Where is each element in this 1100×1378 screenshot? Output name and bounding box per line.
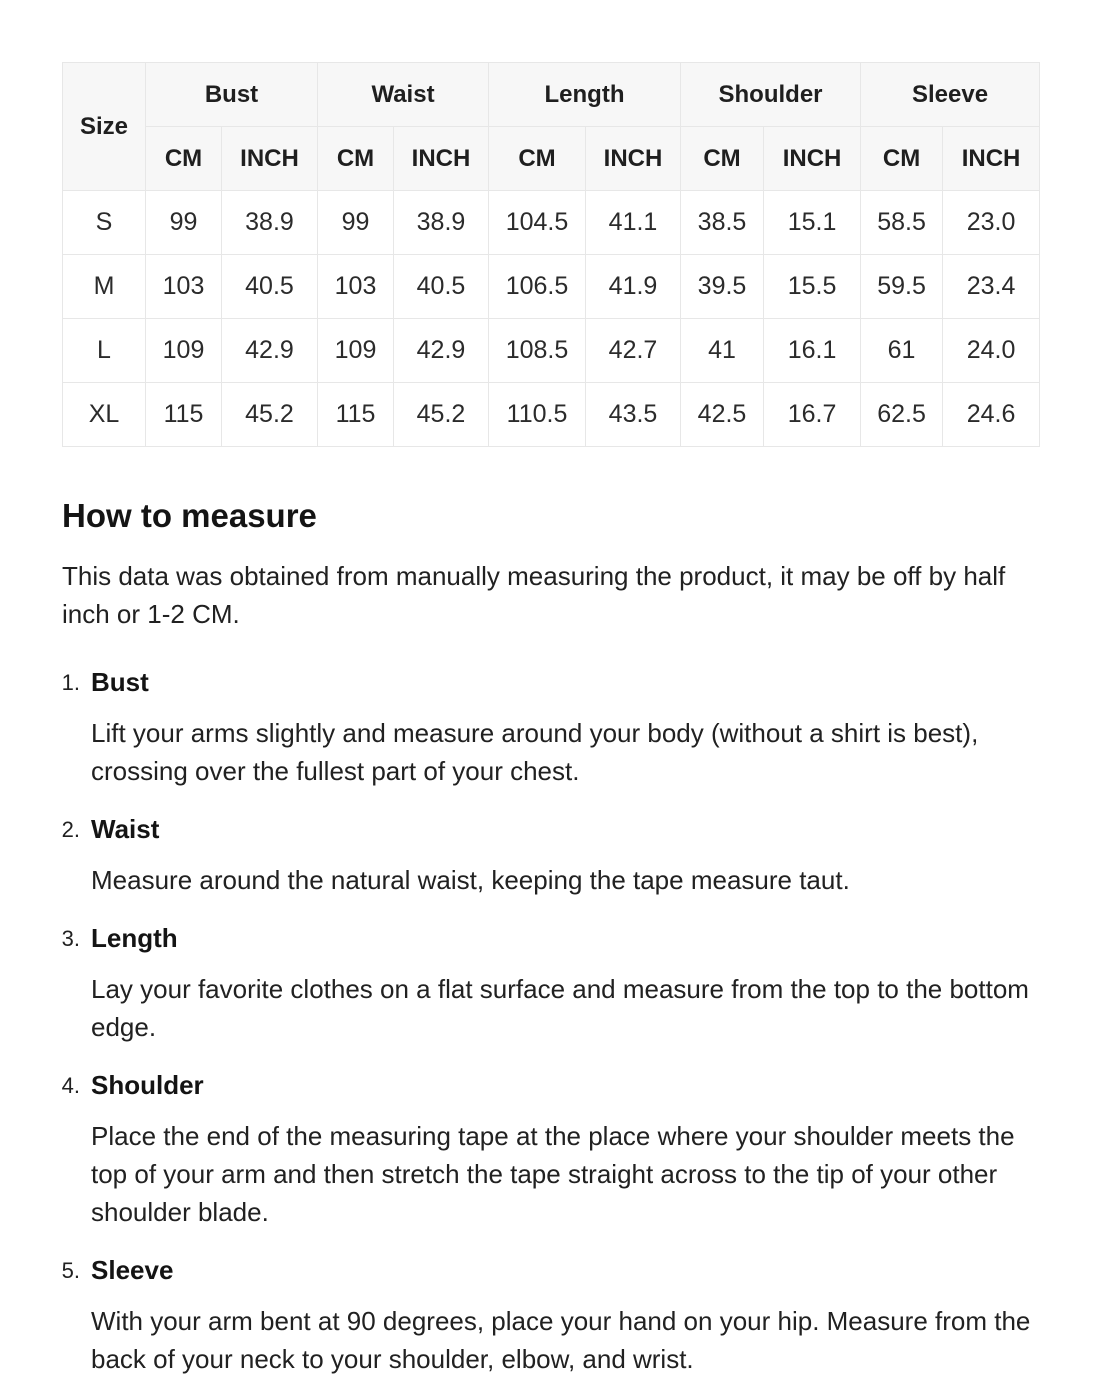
value-cell: 109 [318,319,394,383]
value-cell: 110.5 [489,383,586,447]
value-cell: 45.2 [222,383,318,447]
unit-header-length-cm: CM [489,127,586,191]
group-header-waist: Waist [318,63,489,127]
unit-header-shoulder-cm: CM [681,127,764,191]
how-to-measure-intro: This data was obtained from manually measuring the product, it may be off by half inch or 1-2 CM. [62,561,1006,629]
value-cell: 42.7 [586,319,681,383]
step-title: Sleeve [91,1255,174,1285]
size-column-header: Size [63,63,146,191]
how-to-measure-heading: How to measure [62,497,317,534]
group-header-sleeve: Sleeve [861,63,1040,127]
value-cell: 39.5 [681,255,764,319]
value-cell: 42.5 [681,383,764,447]
measure-steps-list [54,667,1040,1378]
step-number: 3. [61,926,80,951]
value-cell: 99 [318,191,394,255]
step-number: 5. [61,1258,80,1283]
unit-header-sleeve-cm: CM [861,127,943,191]
step-description: Measure around the natural waist, keeping the tape measure taut. [91,865,850,895]
step-number: 4. [61,1073,80,1098]
value-cell: 108.5 [489,319,586,383]
table-row-l [63,319,1040,383]
unit-header-sleeve-inch: INCH [943,127,1040,191]
size-chart-table [62,62,1040,447]
value-cell: 103 [146,255,222,319]
list-item-bust [54,667,1040,790]
table-row-xl [63,383,1040,447]
unit-header-waist-inch: INCH [394,127,489,191]
step-title: Shoulder [91,1070,204,1100]
group-header-length: Length [489,63,681,127]
value-cell: 115 [146,383,222,447]
size-cell: M [63,255,146,319]
value-cell: 24.0 [943,319,1040,383]
value-cell: 40.5 [394,255,489,319]
value-cell: 106.5 [489,255,586,319]
list-item-length [54,923,1040,1046]
group-header-shoulder: Shoulder [681,63,861,127]
value-cell: 23.0 [943,191,1040,255]
value-cell: 104.5 [489,191,586,255]
value-cell: 24.6 [943,383,1040,447]
group-header-bust: Bust [146,63,318,127]
unit-header-bust-inch: INCH [222,127,318,191]
unit-header-length-inch: INCH [586,127,681,191]
value-cell: 61 [861,319,943,383]
step-description: With your arm bent at 90 degrees, place your hand on your hip. Measure from the back of your neck to your shoulder, elbow, and wrist. [91,1306,1031,1374]
value-cell: 58.5 [861,191,943,255]
value-cell: 16.1 [764,319,861,383]
value-cell: 40.5 [222,255,318,319]
value-cell: 45.2 [394,383,489,447]
value-cell: 15.5 [764,255,861,319]
unit-header-shoulder-inch: INCH [764,127,861,191]
value-cell: 43.5 [586,383,681,447]
step-description: Place the end of the measuring tape at the place where your shoulder meets the top of your arm and then stretch the tape straight across to the tip of your other shoulder blade. [91,1121,1015,1227]
list-item-shoulder [54,1070,1040,1231]
value-cell: 23.4 [943,255,1040,319]
value-cell: 99 [146,191,222,255]
value-cell: 62.5 [861,383,943,447]
step-number: 1. [61,670,80,695]
value-cell: 16.7 [764,383,861,447]
size-cell: XL [63,383,146,447]
unit-header-bust-cm: CM [146,127,222,191]
value-cell: 41.9 [586,255,681,319]
step-title: Waist [91,814,160,844]
step-description: Lift your arms slightly and measure around your body (without a shirt is best), crossing over the fullest part of your chest. [91,718,979,786]
table-row-m [63,255,1040,319]
table-row-s [63,191,1040,255]
step-number: 2. [61,817,80,842]
value-cell: 38.9 [394,191,489,255]
value-cell: 42.9 [222,319,318,383]
unit-header-waist-cm: CM [318,127,394,191]
value-cell: 115 [318,383,394,447]
step-description: Lay your favorite clothes on a flat surface and measure from the top to the bottom edge. [91,974,1029,1042]
value-cell: 109 [146,319,222,383]
value-cell: 41.1 [586,191,681,255]
step-title: Bust [91,667,149,697]
value-cell: 38.9 [222,191,318,255]
value-cell: 38.5 [681,191,764,255]
list-item-sleeve [54,1255,1040,1378]
list-item-waist [54,814,1040,899]
unit-header-row [63,127,1040,191]
group-header-row [63,63,1040,127]
value-cell: 15.1 [764,191,861,255]
value-cell: 41 [681,319,764,383]
step-title: Length [91,923,178,953]
size-cell: L [63,319,146,383]
value-cell: 59.5 [861,255,943,319]
value-cell: 42.9 [394,319,489,383]
size-cell: S [63,191,146,255]
value-cell: 103 [318,255,394,319]
